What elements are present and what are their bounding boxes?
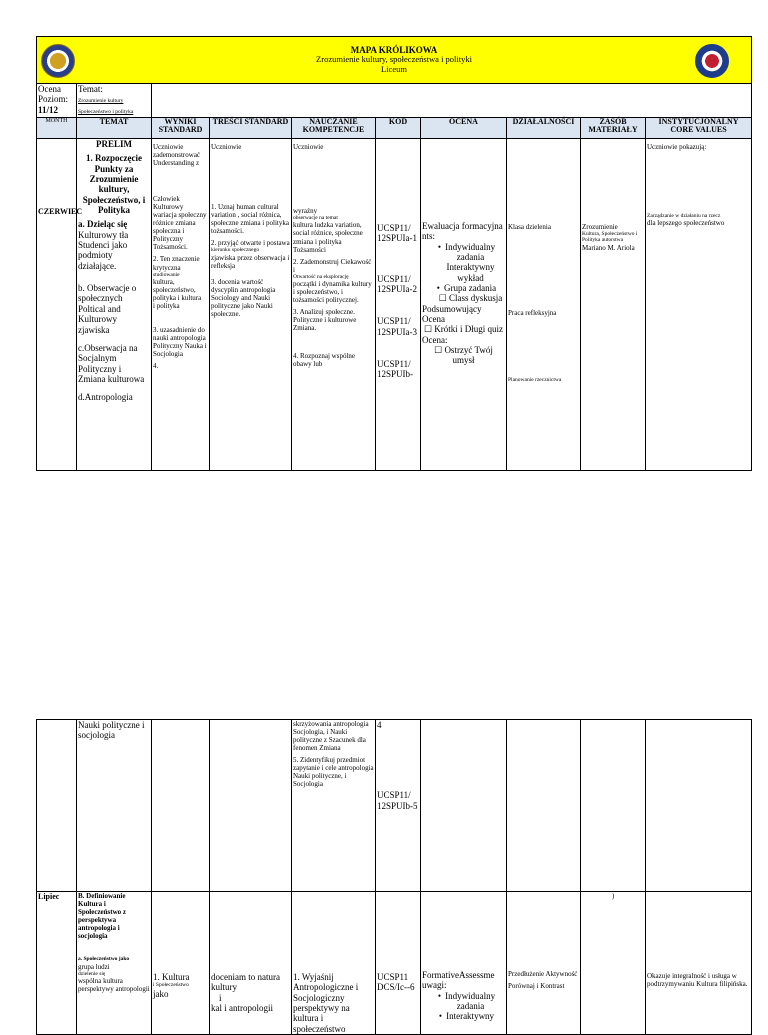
banner-title: MAPA KRÓLIKOWA [350,45,438,56]
tresci-lipiec [210,892,292,1035]
topic-c: c.Obserwacja na Socjalnym Polityczny i Zmiana kulturowa [78,342,145,384]
nauczanie-lipiec-1: 1. Wyjaśnij Antropologiczne i Socjologiczny perspektywy na kultura i społeczeństwo [293,972,359,1034]
header-dzialalnosci: DZIAŁALNOŚCI [507,118,581,139]
checkbox-icon: ☐ [434,345,445,356]
poziom-value: 11/12 [38,104,59,115]
zasob-lipiec-1: ) [611,892,615,900]
nauczanie-cont-p2: 5. Zidentyfikuj przedmiot zapytanie i cele antropologia Nauki polityczne, i Socjologia [293,756,374,789]
wyniki-lipiec-1: 1. Kultura [153,972,190,982]
checkbox-icon: ☐ [438,293,450,304]
ocena-item-4-text: Class dyskusja [449,293,503,304]
kod-2: UCSP11/ 12SPUIa-2 [377,273,417,295]
checkbox-icon: ☐ [423,324,435,335]
row-czerwiec [37,139,752,471]
inst-lipiec-1: Okazuje integralność i usługa w podtrzymywaniu Kultura filipińska. [647,972,748,989]
ocena-item-3: • Grupa zadania [436,283,505,293]
resource-1: Zrozumienie [582,223,618,231]
nauczanie-p2: wyraźny [293,207,318,216]
topic-d: d.Antropologia [78,392,133,403]
activity-3: Planowanie rzecznictwa [508,377,562,384]
zasob-cont [581,720,646,892]
activity-2: Praca refleksyjna [508,309,557,318]
ocena-item-6-text: Ostrzyć Twój umysł [444,345,493,366]
meta-empty [152,84,752,118]
row-continuation [37,720,752,892]
nauczanie-lipiec [292,892,376,1035]
temat-cont: Nauki polityczne i socjologia [77,720,152,892]
banner-subtitle: Zrozumienie kultury, społeczeństwa i polityki [316,54,472,65]
ocena-summative: Podsumowujący Ocena [422,303,482,325]
prelim-label: PRELIM [96,139,132,149]
wyniki-p4: 3. uzasadnienie do nauki antropologia Polityczny Nauka i Socjologia [153,326,207,359]
header-tresci: TREŚCI STANDARD [210,118,292,139]
ocena-lipiec-item-2: • Interaktywny [436,1011,505,1021]
header-kod: KOD [376,118,421,139]
dzialalnosci-cell [507,139,581,471]
banner [37,37,752,84]
kod-cell [376,139,421,471]
header-instytucjonalny: INSTYTUCJONALNY CORE VALUES [646,118,752,139]
kod-3: UCSP11/ 12SPUIa-3 [377,316,417,337]
tresci-lipiec-3: kal i antropologii [211,1003,273,1014]
topic-a-title: a. Dzieląc się [78,219,128,230]
values-1: Uczniowie pokazują: [647,143,707,151]
resource-2: Kultura, Społeczeństwo i Polityka autorstwa [582,231,638,244]
header-month: MONTH [37,118,77,139]
ocena-item-2: Interaktywny wykład [446,262,495,283]
header-zasob: ZASÓB MATERIAŁY [581,118,646,139]
temat-b-a3: dzielenie się [78,970,106,977]
wyniki-cont [152,720,210,892]
subject-cell [77,84,152,118]
topic-b: b. Obserwacje o społecznych Poltical and Kulturowy zjawiska [78,283,137,335]
nauczanie-cont [292,720,376,892]
temat-label: Temat: [78,84,103,94]
ocena-label: Ocena [38,84,61,94]
tresci-p3b: zjawiska przez obserwacja i refleksja [211,253,290,270]
tresci-cont [210,720,292,892]
month-empty [37,720,77,892]
ocena-list [422,242,505,304]
topic-1: 1. Rozpoczęcie Punkty za Zrozumienie kultury, Społeczeństwo, i Polityka [82,153,146,216]
topic-a: Kulturowy tła Studenci jako podmioty działające. [78,229,129,271]
header-row [37,118,752,139]
wyniki-p3b: kultura, społeczeństwo, polityka i kultura [153,277,202,302]
nauczanie-p5: 4. Rozpoznaj wspólne obawy lub [293,352,356,369]
wyniki-p3-small: studiowanie [153,271,180,278]
kod-cont [376,720,421,892]
zasob-cell [581,139,646,471]
wyniki-p2: Człowiek Kulturowy wariacja społeczny różnice zmiana społeczna i Polityczny Tożsamości. [153,195,207,252]
school-seal-icon [695,44,729,78]
inst-lipiec [646,892,752,1035]
wyniki-p5: 4. [153,362,159,371]
month-lipiec: Lipiec [37,892,77,1035]
nauczanie-p2b: kultura ludzka variation, social różnice, społeczne zmiana i polityka Tożsamości [293,221,363,254]
header-wyniki: WYNIKI STANDARD [152,118,210,139]
banner-level: Liceum [381,64,407,75]
temat-line1: Zrozumienie kultury [78,98,124,105]
wyniki-cell [152,139,210,471]
tresci-p2: 1. Uznaj human cultural variation , social różnica, społeczne zmiana i polityka tożsamości. [211,203,289,236]
nauczanie-p3b: początki i dynamika kultury i społeczeństwo, i tożsamości politycznej. [293,280,372,305]
tresci-p1: Uczniowie [211,143,242,151]
ocena-cell [421,139,507,471]
ocena-item-4 [436,293,505,303]
nauczanie-cont-p1: skrzyżowania antropologia Socjologia, i Nauki polityczne z Szacunek dla fenomen Zmiana [293,720,369,753]
tresci-lipiec-2: i [219,992,222,1003]
wyniki-lipiec [152,892,210,1035]
ocena-lipiec-list [422,991,505,1022]
ocena-cont [421,720,507,892]
nauczanie-p3: 2. Zademonstruj Ciekawość i [293,257,372,274]
tresci-p4: 3. docenia wartość dyscyplin antropologia Sociology and Nauki polityczne jako Nauki społeczne. [211,277,276,318]
temat-b-a2: grupa ludzi [78,962,110,971]
resource-3: Mariano M. Ariola [582,243,635,252]
temat-line2: Społeczeństwo i polityka [78,108,134,115]
ocena-item-5 [422,324,505,334]
tresci-p3-small: kierunku społecznego [211,247,260,254]
wyniki-p3: 2. Ten znaczenie krytyczna [153,255,200,272]
ocena-item-1: • Indywidualny zadania [436,242,505,263]
curriculum-map-table-page2 [36,719,752,1035]
month-czerwiec: CZERWIEC [37,139,77,471]
header-temat: TEMAT [77,118,152,139]
values-2: Zarządzanie w działaniu na rzecz [647,213,721,220]
deped-seal-icon [41,44,75,78]
kod-1: UCSP11/ 12SPUIa-1 [377,223,417,244]
nauczanie-p1: Uczniowie [293,143,324,151]
inst-cont [646,720,752,892]
ocena-formative: Ewaluacja formacyjna nts: [422,221,503,242]
dzial-lipiec-1: Przedłużenie Aktywność [508,970,578,978]
values-3: dla lepszego społeczeństwo [647,219,725,228]
nauczanie-p3-small: Otwartość na eksplorację [293,273,349,280]
instytucjonalny-cell [646,139,752,471]
ocena-item-6 [422,345,505,366]
kod-lipiec [376,892,421,1035]
dzial-lipiec-2: Porównaj i Kontrast [508,982,565,991]
kod-cont-2: UCSP11/ 12SPUIb-5 [377,790,418,811]
dzial-lipiec [507,892,581,1035]
temat-b-a4: wspólna kultura perspektywy antropologii [78,976,150,993]
temat-b-title: B. Definiowanie Kultura i Społeczeństwo z perspektywa antropologia i socjologia [78,892,127,941]
temat-b-a: a. Społeczeństwo jako [78,956,130,963]
ocena-item-5-text: Krótki i Długi quiz [434,324,504,335]
ocena-lipiec [421,892,507,1035]
dzial-cont [507,720,581,892]
curriculum-map-table-page1 [36,36,752,471]
nauczanie-cell [292,139,376,471]
meta-row [37,84,752,118]
zasob-lipiec [581,892,646,1035]
temat-lipiec [77,892,152,1035]
ocena-label: Ocena: [422,334,448,345]
ocena-lipiec-title: FormativeAssessme uwagi: [422,970,495,991]
tresci-lipiec-1: doceniam to natura kultury [211,972,280,993]
nauczanie-p2-small: obserwacje na temat [293,215,338,222]
grade-cell [37,84,77,118]
tresci-cell [210,139,292,471]
kod-lipiec-1: UCSP11 DCS/Ic--6 [377,972,415,993]
header-nauczanie: NAUCZANIE KOMPETENCJE [292,118,376,139]
ocena-lipiec-item-1: • Indywidualny zadania [436,991,505,1012]
activity-1: Klasa dzielenia [508,223,551,231]
temat-cell [77,139,152,471]
kod-cont-1: 4 [377,720,382,730]
wyniki-p1: Uczniowie zademonstrować Understanding z [153,143,201,168]
poziom-label: Poziom: [38,94,69,105]
kod-4: UCSP11/ 12SPUIb- [377,359,414,380]
nauczanie-p4: 3. Analizuj społeczne. Polityczne i kulturowe Zmiana. [293,308,357,333]
banner-row [37,37,752,84]
wyniki-lipiec-2: jako [153,988,169,999]
tresci-p3: 2. przyjąć otwarte i postawa [211,239,290,248]
row-lipiec [37,892,752,1035]
wyniki-lipiec-small: i Społeczeństwo [153,982,189,989]
header-ocena: OCENA [421,118,507,139]
wyniki-p3c: i polityka [153,302,180,311]
